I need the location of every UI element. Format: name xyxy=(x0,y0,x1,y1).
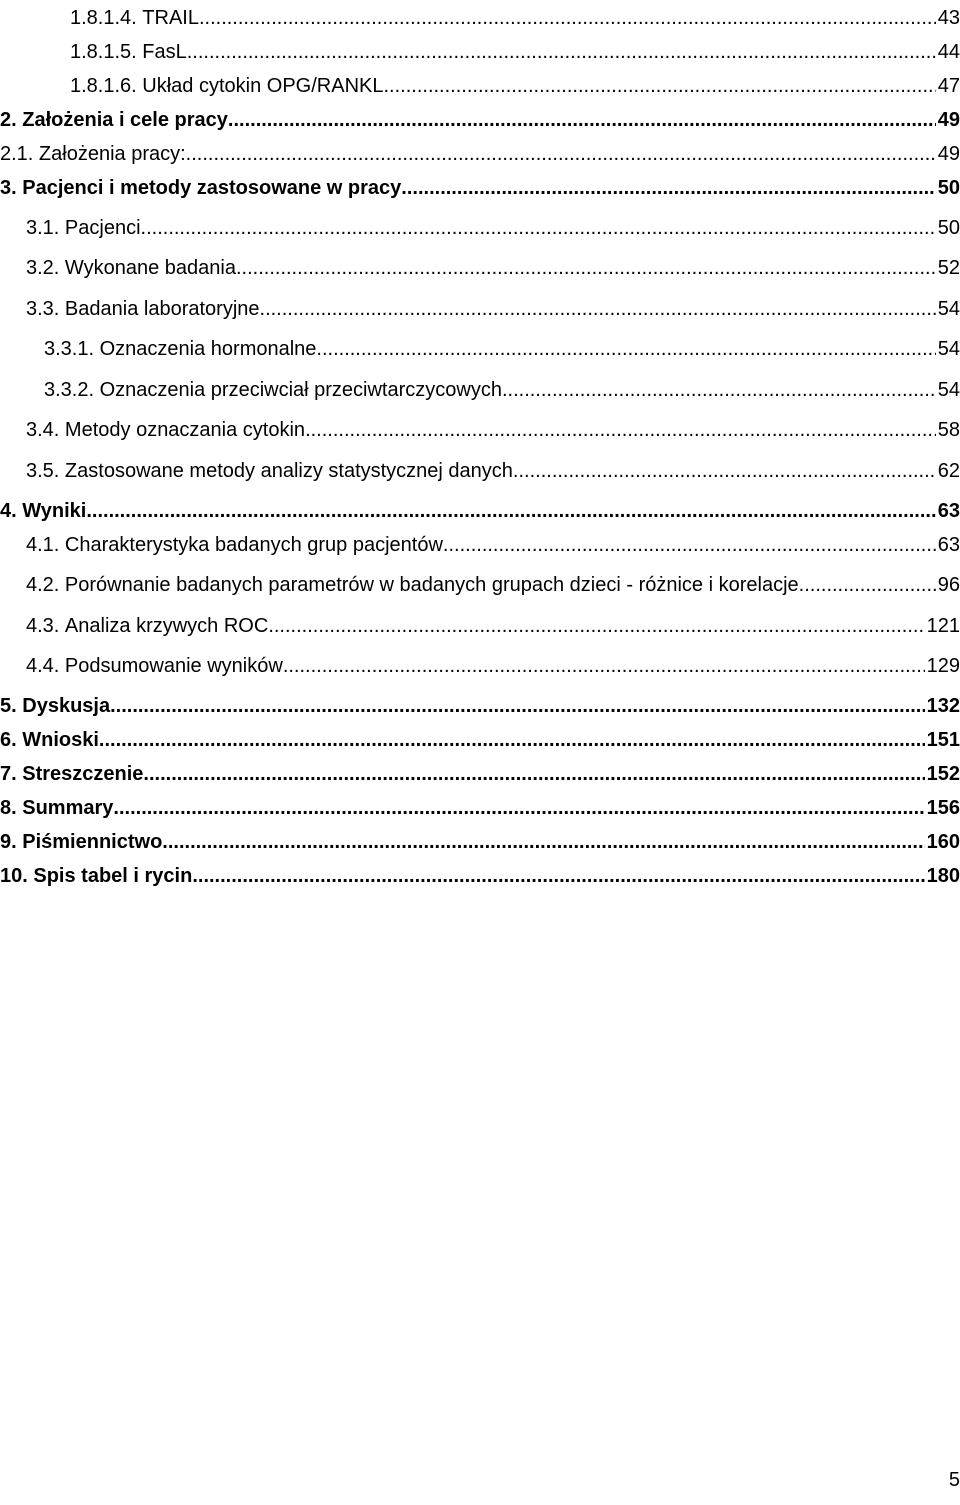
toc-entry-number: 3.3.1. xyxy=(44,338,95,360)
toc-entry-number: 7. xyxy=(0,763,17,785)
toc-entry[interactable] xyxy=(44,372,960,402)
toc-entry-page: 160 xyxy=(926,831,960,853)
toc-entry-title: Spis tabel i rycin xyxy=(33,865,193,887)
toc-entry-page: 54 xyxy=(937,298,960,320)
toc-entry-number: 3.3. xyxy=(26,298,60,320)
toc-entry-page: 63 xyxy=(937,500,960,522)
dot-leader xyxy=(305,418,936,442)
dot-leader xyxy=(86,499,935,523)
dot-leader xyxy=(502,378,936,402)
toc-entry-page: 152 xyxy=(926,763,960,785)
toc-entry-title: Streszczenie xyxy=(22,763,144,785)
toc-entry-number: 2.1. xyxy=(0,143,34,165)
toc-entry-title: Założenia pracy: xyxy=(38,143,186,165)
toc-entry[interactable] xyxy=(0,824,960,854)
dot-leader xyxy=(316,337,935,361)
dot-leader xyxy=(401,176,935,200)
toc-entry[interactable] xyxy=(0,170,960,200)
toc-entry-title: Charakterystyka badanych grup pacjentów xyxy=(64,534,443,556)
dot-leader xyxy=(228,108,936,132)
toc-entry-number: 3.5. xyxy=(26,460,60,482)
dot-leader xyxy=(443,533,936,557)
toc-entry-page: 44 xyxy=(937,41,960,63)
toc-entry-page: 151 xyxy=(926,729,960,751)
toc-entry[interactable] xyxy=(26,291,960,321)
toc-entry-number: 4. xyxy=(0,500,17,522)
page-number: 5 xyxy=(948,1469,960,1491)
dot-leader xyxy=(260,297,936,321)
dot-leader xyxy=(187,40,936,64)
toc-entry-page: 54 xyxy=(937,338,960,360)
toc-entry[interactable] xyxy=(0,688,960,718)
dot-leader xyxy=(199,6,936,30)
toc-entry[interactable] xyxy=(26,527,960,557)
toc-entry-page: 58 xyxy=(937,419,960,441)
toc-entry-title: Summary xyxy=(22,797,114,819)
toc-entry-number: 4.1. xyxy=(26,534,60,556)
dot-leader xyxy=(113,796,924,820)
toc-entry-number: 4.3. xyxy=(26,615,60,637)
toc-entry-number: 5. xyxy=(0,695,17,717)
toc-entry-page: 43 xyxy=(937,7,960,29)
toc-entry[interactable] xyxy=(26,250,960,280)
toc-entry[interactable] xyxy=(0,102,960,132)
toc-entry-number: 1.8.1.4. xyxy=(70,7,137,29)
toc-entry-number: 3.4. xyxy=(26,419,60,441)
toc-entry-page: 49 xyxy=(937,143,960,165)
toc-entry-title: Wyniki xyxy=(22,500,87,522)
toc-entry[interactable] xyxy=(0,493,960,523)
toc-entry-number: 3. xyxy=(0,177,17,199)
toc-entry-title: Zastosowane metody analizy statystycznej danych xyxy=(64,460,513,482)
toc-entry-page: 47 xyxy=(937,75,960,97)
dot-leader xyxy=(110,694,925,718)
toc-entry[interactable] xyxy=(0,756,960,786)
toc-entry-number: 4.4. xyxy=(26,655,60,677)
toc-entry-title: Metody oznaczania cytokin xyxy=(64,419,306,441)
toc-entry-page: 132 xyxy=(926,695,960,717)
toc-entry-number: 3.3.2. xyxy=(44,379,95,401)
dot-leader xyxy=(99,728,925,752)
dot-leader xyxy=(141,216,936,240)
dot-leader xyxy=(192,864,924,888)
toc-entry-title: Układ cytokin OPG/RANKL xyxy=(142,75,384,97)
dot-leader xyxy=(283,654,925,678)
toc-entry-title: TRAIL xyxy=(142,7,199,29)
dot-leader xyxy=(268,614,924,638)
toc-entry-number: 1.8.1.5. xyxy=(70,41,137,63)
toc-entry[interactable] xyxy=(26,453,960,483)
toc-entry[interactable] xyxy=(70,68,960,98)
toc-entry-title: Porównanie badanych parametrów w badanych grupach dzieci - różnice i korelacje. xyxy=(64,574,805,596)
toc-entry-number: 10. xyxy=(0,865,28,887)
toc-entry[interactable] xyxy=(0,722,960,752)
toc-entry-page: 50 xyxy=(937,177,960,199)
toc-entry-page: 156 xyxy=(926,797,960,819)
toc-entry-number: 8. xyxy=(0,797,17,819)
toc-entry-number: 4.2. xyxy=(26,574,60,596)
toc-entry-number: 3.1. xyxy=(26,217,60,239)
dot-leader xyxy=(143,762,924,786)
toc-entry-number: 1.8.1.6. xyxy=(70,75,137,97)
toc-entry-page: 96 xyxy=(937,574,960,596)
toc-entry-title: Oznaczenia hormonalne xyxy=(99,338,317,360)
dot-leader xyxy=(162,830,924,854)
toc-entry-page: 63 xyxy=(937,534,960,556)
toc-entry-page: 49 xyxy=(937,109,960,131)
toc-entry-page: 129 xyxy=(926,655,960,677)
toc-entry[interactable] xyxy=(26,210,960,240)
dot-leader xyxy=(383,74,935,98)
toc-entry[interactable] xyxy=(44,331,960,361)
toc-entry[interactable] xyxy=(26,412,960,442)
toc-entry-title: Pacjenci xyxy=(64,217,141,239)
dot-leader xyxy=(186,142,936,166)
toc-entry-number: 9. xyxy=(0,831,17,853)
toc-entry-page: 121 xyxy=(926,615,960,637)
toc-entry-title: Analiza krzywych ROC xyxy=(64,615,269,637)
toc-entry[interactable] xyxy=(70,34,960,64)
toc-entry-page: 54 xyxy=(937,379,960,401)
toc-entry[interactable] xyxy=(0,790,960,820)
toc-entry-page: 62 xyxy=(937,460,960,482)
toc-entry-title: Wnioski xyxy=(22,729,99,751)
toc-entry-title: Piśmiennictwo xyxy=(22,831,163,853)
toc-entry[interactable] xyxy=(26,567,960,597)
toc-entry[interactable] xyxy=(26,648,960,678)
toc-entry-title: Założenia i cele pracy xyxy=(22,109,228,131)
toc-entry[interactable] xyxy=(70,0,960,30)
toc-entry-title: FasL xyxy=(142,41,187,63)
toc-entry-page: 52 xyxy=(937,257,960,279)
toc-entry-title: Pacjenci i metody zastosowane w pracy xyxy=(22,177,402,199)
toc-entry-title: Badania laboratoryjne xyxy=(64,298,260,320)
toc-entry-number: 3.2. xyxy=(26,257,60,279)
toc-entry[interactable] xyxy=(0,136,960,166)
toc-entry-title: Wykonane badania xyxy=(64,257,236,279)
dot-leader xyxy=(804,573,936,597)
toc-entry-title: Dyskusja xyxy=(22,695,111,717)
dot-leader xyxy=(236,256,936,280)
toc-entry[interactable] xyxy=(0,858,960,888)
toc-entry[interactable] xyxy=(26,608,960,638)
toc-entry-number: 6. xyxy=(0,729,17,751)
dot-leader xyxy=(513,459,936,483)
toc-entry-page: 50 xyxy=(937,217,960,239)
toc-entry-page: 180 xyxy=(926,865,960,887)
toc-entry-title: Podsumowanie wyników xyxy=(64,655,283,677)
toc-entry-number: 2. xyxy=(0,109,17,131)
toc-entry-title: Oznaczenia przeciwciał przeciwtarczycowych xyxy=(99,379,502,401)
